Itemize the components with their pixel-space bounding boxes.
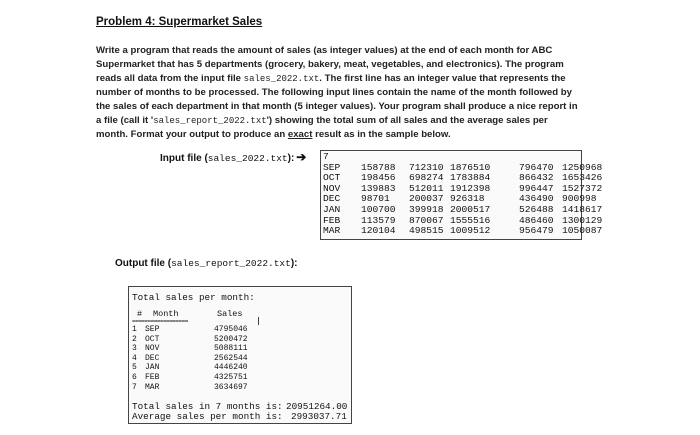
department-sales: 926318	[450, 193, 485, 205]
month-name: NOV	[145, 344, 160, 354]
department-sales: 100700	[361, 203, 396, 215]
department-sales: 956479	[519, 225, 554, 237]
row-number: 2	[132, 334, 137, 344]
month-name: SEP	[145, 325, 160, 334]
row-number: 5	[132, 363, 137, 373]
department-sales: 113579	[361, 214, 396, 226]
month-total: 5200472	[214, 334, 248, 344]
input-data-row	[323, 225, 603, 237]
month-name: JAN	[323, 203, 341, 215]
row-number: 7	[132, 382, 137, 392]
text-fragment: result as in the sample below.	[312, 129, 451, 140]
department-sales: 796470	[519, 161, 554, 173]
month-name: DEC	[323, 193, 341, 205]
input-file-label	[160, 150, 306, 164]
input-filename: sales_2022.txt	[243, 74, 320, 84]
text-fragment: a file (call it '	[96, 115, 154, 126]
month-count: 7	[323, 151, 329, 162]
department-sales: 1912398	[450, 182, 491, 194]
department-sales: 996447	[519, 182, 554, 194]
output-label-filename: sales_report_2022.txt	[171, 258, 291, 269]
label-text: ):	[287, 153, 295, 164]
month-name: MAR	[145, 382, 160, 392]
separator-line: ==================	[132, 318, 188, 325]
description-line: Supermarket that has 5 departments (grocery, bakery, meat, vegetables, and electronics). The program	[96, 59, 564, 70]
department-sales: 1783884	[450, 172, 491, 184]
department-sales: 436490	[519, 193, 554, 205]
department-sales: 498515	[409, 225, 444, 237]
department-sales: 1300129	[562, 214, 603, 226]
department-sales: 1250968	[562, 161, 603, 173]
department-sales: 399918	[409, 203, 444, 215]
department-sales: 526488	[519, 203, 554, 215]
output-file-label	[115, 258, 298, 269]
output-data-row	[129, 344, 269, 353]
col-header-number: #	[137, 309, 143, 319]
month-name: OCT	[145, 334, 160, 344]
row-number: 3	[132, 344, 137, 354]
month-name: JAN	[145, 363, 160, 373]
right-arrow-icon: ➔	[296, 150, 307, 164]
month-name: OCT	[323, 172, 341, 184]
label-text: ):	[290, 258, 298, 269]
department-sales: 1050087	[562, 225, 603, 237]
department-sales: 512011	[409, 182, 444, 194]
average-value: 2993037.71	[291, 411, 347, 422]
output-data-row	[129, 325, 269, 334]
department-sales: 1555516	[450, 214, 491, 226]
description-line: Write a program that reads the amount of sales (as integer values) at the end of each month for ABC	[96, 45, 553, 56]
row-number: 4	[132, 353, 137, 363]
col-header-month: Month	[153, 309, 179, 319]
month-name: FEB	[323, 214, 341, 226]
output-data-row	[129, 335, 269, 344]
description-line: number of months to be processed. The following input lines contain the name of the month followed by	[96, 87, 572, 98]
row-number: 6	[132, 373, 137, 382]
average-label: Average sales per month is:	[132, 411, 283, 422]
department-sales: 198456	[361, 172, 396, 184]
label-text: Output file (	[115, 258, 172, 269]
department-sales: 1876510	[450, 161, 491, 173]
input-label-filename: sales_2022.txt	[207, 153, 288, 164]
problem-description	[96, 44, 578, 142]
department-sales: 200037	[409, 193, 444, 205]
output-file-sample	[128, 286, 352, 424]
total-value: 20951264.00	[286, 401, 348, 412]
text-fragment: reads all data from the input file	[96, 73, 244, 84]
month-total: 3634697	[214, 382, 248, 392]
divider	[258, 317, 259, 325]
department-sales: 1527372	[562, 182, 603, 194]
department-sales: 712310	[409, 161, 444, 173]
text-fragment: ') showing the total sum of all sales and the average sales per	[266, 115, 548, 126]
department-sales: 698274	[409, 172, 444, 184]
total-label: Total sales in 7 months is:	[132, 401, 283, 412]
label-text: Input file (	[160, 153, 208, 164]
description-line	[96, 72, 574, 86]
problem-title: Problem 4: Supermarket Sales	[96, 16, 263, 28]
output-header: Total sales per month:	[132, 292, 255, 303]
department-sales: 486460	[519, 214, 554, 226]
input-file-sample	[320, 150, 603, 240]
output-data-row	[129, 383, 269, 392]
month-total: 4325751	[214, 373, 248, 382]
output-data-row	[129, 373, 269, 382]
department-sales: 158788	[361, 161, 396, 173]
department-sales: 1418617	[562, 203, 603, 215]
department-sales: 120104	[361, 225, 396, 237]
department-sales: 870067	[409, 214, 444, 226]
description-line: the sales of each department in that month (5 integer values). Your program shall produce a nice report in	[96, 101, 578, 112]
department-sales: 900998	[562, 193, 597, 205]
month-total: 2562544	[214, 353, 248, 363]
output-filename: sales_report_2022.txt	[153, 116, 267, 126]
exact-emphasis: exact	[287, 129, 313, 140]
output-data-row	[129, 363, 269, 372]
department-sales: 2000517	[450, 203, 491, 215]
description-line	[96, 114, 574, 128]
department-sales: 98701	[361, 193, 390, 205]
output-data-row	[129, 354, 269, 363]
text-fragment: month. Format your output to produce an	[96, 129, 288, 140]
input-data-row	[323, 203, 603, 216]
department-sales: 866432	[519, 172, 554, 184]
month-total: 4795046	[214, 325, 248, 334]
month-name: SEP	[323, 161, 341, 173]
text-fragment: . The first line has an integer value that represents the	[319, 73, 566, 84]
month-name: DEC	[145, 353, 160, 363]
department-sales: 139883	[361, 182, 396, 194]
month-name: NOV	[323, 182, 341, 194]
col-header-sales: Sales	[217, 309, 243, 319]
month-name: FEB	[145, 373, 160, 382]
input-rows	[323, 161, 603, 237]
row-number: 1	[132, 325, 137, 334]
department-sales: 1653426	[562, 172, 603, 184]
description-line	[96, 128, 574, 142]
month-name: MAR	[323, 225, 341, 237]
department-sales: 1009512	[450, 225, 491, 237]
month-total: 4446240	[214, 363, 248, 373]
month-total: 5088111	[214, 344, 248, 354]
input-first-line	[323, 152, 579, 163]
